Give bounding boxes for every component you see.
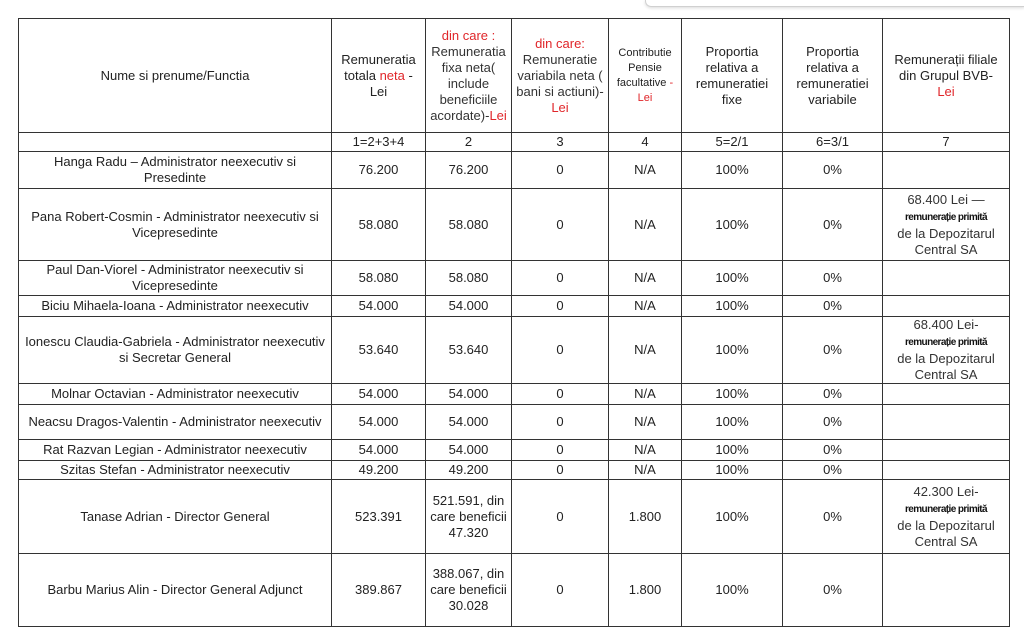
- variable-cell: 0: [512, 384, 609, 405]
- header-subsidiaries: [883, 19, 1010, 133]
- table-row: [19, 189, 1010, 261]
- prop-variable-cell: 0%: [783, 261, 883, 296]
- person-name: Barbu Marius Alin - Director General Adjunct: [19, 554, 332, 627]
- table-row: [19, 384, 1010, 405]
- variable-cell: 0: [512, 405, 609, 440]
- remuneration-table: [18, 18, 1010, 627]
- formula-cell: 4: [609, 133, 682, 152]
- prop-fixed-cell: 100%: [682, 189, 783, 261]
- formula-cell: 1=2+3+4: [332, 133, 426, 152]
- subsidiary-note-a: 68.400 Lei —: [907, 191, 985, 207]
- variable-cell: 0: [512, 152, 609, 189]
- header-fixed-c: Lei: [489, 107, 507, 123]
- total-cell: 53.640: [332, 317, 426, 384]
- subsidiary-cell: [883, 440, 1010, 461]
- person-name: Szitas Stefan - Administrator neexecutiv: [19, 461, 332, 480]
- table-row: [19, 554, 1010, 627]
- variable-cell: 0: [512, 554, 609, 627]
- header-total: [332, 19, 426, 133]
- table-row: [19, 296, 1010, 317]
- fixed-cell: 53.640: [426, 317, 512, 384]
- formula-row: [19, 133, 1010, 152]
- person-name: Tanase Adrian - Director General: [19, 480, 332, 554]
- pension-cell: N/A: [609, 317, 682, 384]
- prop-fixed-cell: 100%: [682, 440, 783, 461]
- variable-cell: 0: [512, 261, 609, 296]
- header-subsidiaries-b: Lei: [937, 83, 955, 99]
- total-cell: 58.080: [332, 189, 426, 261]
- prop-variable-cell: 0%: [783, 296, 883, 317]
- prop-variable-cell: 0%: [783, 317, 883, 384]
- variable-cell: 0: [512, 440, 609, 461]
- total-cell: 389.867: [332, 554, 426, 627]
- table-row: [19, 480, 1010, 554]
- table-row: [19, 261, 1010, 296]
- pension-cell: 1.800: [609, 480, 682, 554]
- fixed-cell: 54.000: [426, 296, 512, 317]
- prop-fixed-cell: 100%: [682, 384, 783, 405]
- header-total-b: neta: [379, 67, 405, 83]
- person-name: Hanga Radu – Administrator neexecutiv si Presedinte: [19, 152, 332, 189]
- table-row: [19, 461, 1010, 480]
- pension-cell: N/A: [609, 261, 682, 296]
- pension-cell: N/A: [609, 296, 682, 317]
- prop-variable-cell: 0%: [783, 152, 883, 189]
- subsidiary-cell: [883, 480, 1010, 554]
- total-cell: 54.000: [332, 440, 426, 461]
- header-pension-a: Contributie Pensie facultative: [616, 46, 672, 89]
- total-cell: 58.080: [332, 261, 426, 296]
- total-cell: 523.391: [332, 480, 426, 554]
- prop-fixed-cell: 100%: [682, 317, 783, 384]
- browser-chrome-edge: [645, 0, 1024, 7]
- subsidiary-cell: [883, 296, 1010, 317]
- subsidiary-cell: [883, 261, 1010, 296]
- subsidiary-note-b: remunerație primită: [905, 337, 987, 348]
- header-fixed: [426, 19, 512, 133]
- variable-cell: 0: [512, 189, 609, 261]
- prop-fixed-cell: 100%: [682, 554, 783, 627]
- person-name: Molnar Octavian - Administrator neexecutiv: [19, 384, 332, 405]
- person-name: Biciu Mihaela-Ioana - Administrator neexecutiv: [19, 296, 332, 317]
- subsidiary-note-c: de la Depozitarul Central SA: [897, 225, 995, 257]
- variable-cell: 0: [512, 296, 609, 317]
- prop-variable-cell: 0%: [783, 554, 883, 627]
- header-prop-fixed: Proportia relativa a remuneratiei fixe: [682, 19, 783, 133]
- header-pension: [609, 19, 682, 133]
- subsidiary-cell: [883, 317, 1010, 384]
- fixed-cell: 54.000: [426, 405, 512, 440]
- fixed-cell: 388.067, din care beneficii 30.028: [426, 554, 512, 627]
- fixed-cell: 54.000: [426, 384, 512, 405]
- table-row: [19, 317, 1010, 384]
- subsidiary-cell: [883, 189, 1010, 261]
- prop-fixed-cell: 100%: [682, 461, 783, 480]
- header-subsidiaries-a: Remunerații filiale din Grupul BVB-: [894, 51, 998, 83]
- header-variable-c: Lei: [551, 99, 569, 115]
- fixed-cell: 58.080: [426, 189, 512, 261]
- person-name: Neacsu Dragos-Valentin - Administrator neexecutiv: [19, 405, 332, 440]
- variable-cell: 0: [512, 480, 609, 554]
- subsidiary-cell: [883, 152, 1010, 189]
- total-cell: 54.000: [332, 296, 426, 317]
- subsidiary-note-c: de la Depozitarul Central SA: [897, 351, 995, 382]
- table-row: [19, 152, 1010, 189]
- subsidiary-note-a: 68.400 Lei-: [913, 317, 979, 332]
- fixed-cell: 49.200: [426, 461, 512, 480]
- subsidiary-cell: [883, 405, 1010, 440]
- pension-cell: N/A: [609, 384, 682, 405]
- fixed-cell: 58.080: [426, 261, 512, 296]
- header-prop-variable: Proportia relativa a remuneratiei variabile: [783, 19, 883, 133]
- total-cell: 54.000: [332, 384, 426, 405]
- subsidiary-note-b: remunerație primită: [905, 211, 987, 223]
- header-variable: [512, 19, 609, 133]
- formula-cell: 3: [512, 133, 609, 152]
- total-cell: 76.200: [332, 152, 426, 189]
- person-name: Ionescu Claudia-Gabriela - Administrator neexecutiv si Secretar General: [19, 317, 332, 384]
- total-cell: 54.000: [332, 405, 426, 440]
- prop-fixed-cell: 100%: [682, 296, 783, 317]
- formula-cell: 6=3/1: [783, 133, 883, 152]
- header-total-c: - Lei: [369, 67, 413, 99]
- header-fixed-b: Remuneratia fixa neta( include beneficiile acordate)-: [430, 43, 506, 123]
- header-pension-b: - Lei: [637, 76, 674, 104]
- pension-cell: N/A: [609, 405, 682, 440]
- table-row: [19, 440, 1010, 461]
- pension-cell: N/A: [609, 189, 682, 261]
- fixed-cell: 76.200: [426, 152, 512, 189]
- header-variable-b: Remuneratie variabila neta ( bani si actiuni)-: [516, 51, 604, 99]
- header-name: Nume si prenume/Functia: [19, 19, 332, 133]
- fixed-cell: 521.591, din care beneficii 47.320: [426, 480, 512, 554]
- formula-cell: 5=2/1: [682, 133, 783, 152]
- prop-variable-cell: 0%: [783, 189, 883, 261]
- variable-cell: 0: [512, 461, 609, 480]
- subsidiary-cell: [883, 384, 1010, 405]
- prop-variable-cell: 0%: [783, 480, 883, 554]
- fixed-cell: 54.000: [426, 440, 512, 461]
- person-name: Paul Dan-Viorel - Administrator neexecutiv si Vicepresedinte: [19, 261, 332, 296]
- pension-cell: N/A: [609, 152, 682, 189]
- pension-cell: N/A: [609, 461, 682, 480]
- formula-empty: [19, 133, 332, 152]
- prop-variable-cell: 0%: [783, 405, 883, 440]
- header-total-a: Remuneratia totala: [341, 51, 416, 83]
- formula-cell: 2: [426, 133, 512, 152]
- prop-variable-cell: 0%: [783, 461, 883, 480]
- prop-fixed-cell: 100%: [682, 152, 783, 189]
- pension-cell: N/A: [609, 440, 682, 461]
- header-variable-a: din care:: [535, 35, 585, 51]
- table-row: [19, 405, 1010, 440]
- variable-cell: 0: [512, 317, 609, 384]
- prop-variable-cell: 0%: [783, 440, 883, 461]
- prop-fixed-cell: 100%: [682, 261, 783, 296]
- prop-fixed-cell: 100%: [682, 480, 783, 554]
- subsidiary-note-b: remunerație primită: [905, 503, 987, 515]
- formula-cell: 7: [883, 133, 1010, 152]
- subsidiary-cell: [883, 461, 1010, 480]
- total-cell: 49.200: [332, 461, 426, 480]
- prop-fixed-cell: 100%: [682, 405, 783, 440]
- header-row: [19, 19, 1010, 133]
- pension-cell: 1.800: [609, 554, 682, 627]
- header-fixed-a: din care :: [441, 27, 496, 43]
- person-name: Rat Razvan Legian - Administrator neexecutiv: [19, 440, 332, 461]
- subsidiary-note-c: de la Depozitarul Central SA: [897, 517, 995, 549]
- person-name: Pana Robert-Cosmin - Administrator neexecutiv si Vicepresedinte: [19, 189, 332, 261]
- prop-variable-cell: 0%: [783, 384, 883, 405]
- subsidiary-cell: [883, 554, 1010, 627]
- subsidiary-note-a: 42.300 Lei-: [913, 483, 979, 499]
